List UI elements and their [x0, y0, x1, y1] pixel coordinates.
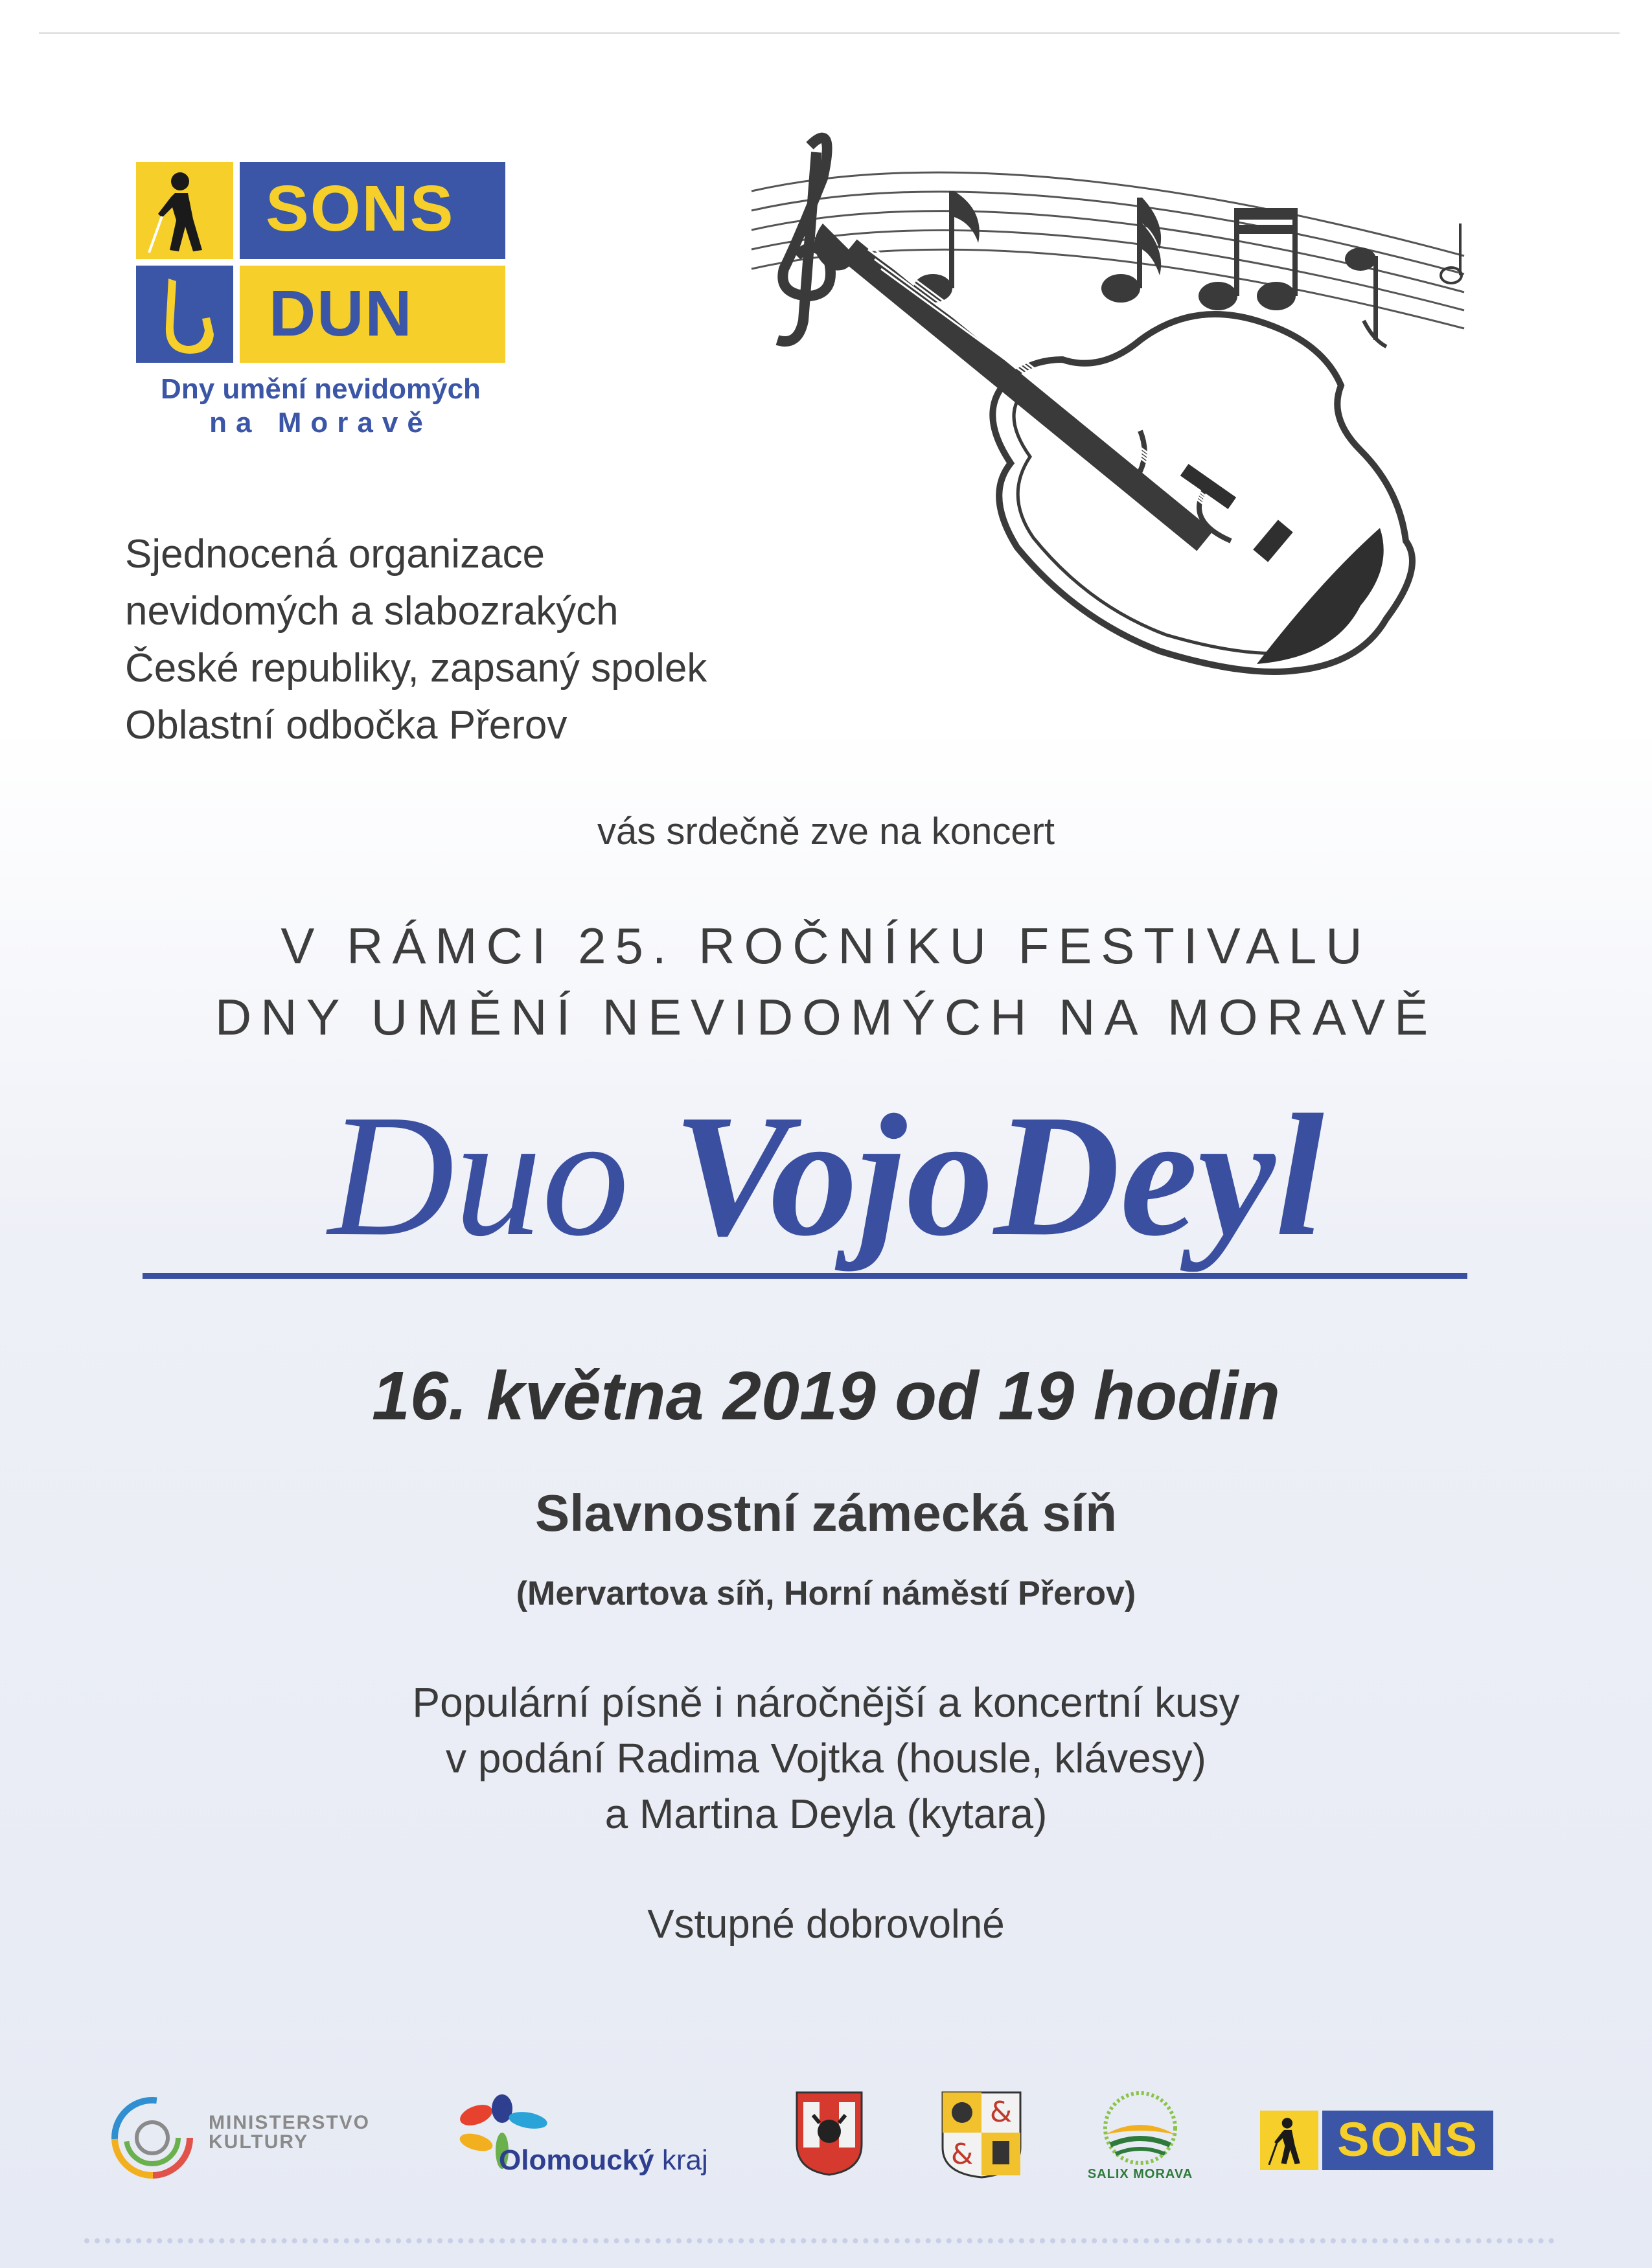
logo-word-sons: SONS: [266, 172, 455, 245]
salix-morava-logo: [1101, 2089, 1179, 2167]
festival-line-1: V RÁMCI 25. ROČNÍKU FESTIVALU: [281, 917, 1371, 974]
sons-footer-logo: [1260, 2111, 1493, 2170]
logo-tagline-2: na Moravě: [209, 407, 432, 439]
ministry-of-culture-logo: [107, 2092, 198, 2183]
blind-person-icon: [143, 167, 227, 255]
sons-dun-logo: [136, 162, 505, 369]
ministry-text: [209, 2113, 370, 2152]
title-prefix: Duo: [328, 1079, 630, 1272]
svg-text:&: &: [989, 2096, 1013, 2129]
organization-line: České republiky, zapsaný spolek: [125, 646, 707, 691]
olomouc-word: Olomoucký: [499, 2144, 654, 2176]
organization-line: nevidomých a slabozrakých: [125, 589, 619, 634]
salix-morava-text: SALIX MORAVA: [1087, 2167, 1193, 2181]
kraj-word: kraj: [654, 2144, 708, 2176]
svg-text:&: &: [950, 2138, 974, 2171]
logo-tagline-1: Dny umění nevidomých: [161, 373, 481, 405]
top-edge-line: [39, 32, 1620, 34]
description-line: v podání Radima Vojtka (housle, klávesy): [446, 1735, 1206, 1781]
violin-music-illustration: [739, 126, 1503, 781]
event-date: 16. května 2019 od 19 hodin: [371, 1358, 1281, 1434]
saxophone-icon: [143, 272, 227, 356]
title-name: VojoDeyl: [672, 1079, 1324, 1272]
sons-footer-word: SONS: [1337, 2113, 1478, 2166]
description-line: a Martina Deyla (kytara): [604, 1791, 1048, 1837]
ministry-line-1: MINISTERSTVO: [209, 2112, 371, 2133]
bottom-dotted-border: [84, 2238, 1555, 2243]
description-line: Populární písně i náročnější a koncertní kusy: [412, 1679, 1240, 1726]
festival-line-2: DNY UMĚNÍ NEVIDOMÝCH NA MORAVĚ: [214, 989, 1438, 1046]
organization-line: Oblastní odbočka Přerov: [125, 703, 568, 748]
entry-fee: Vstupné dobrovolné: [647, 1902, 1005, 1947]
title-underline: [143, 1273, 1467, 1279]
prerov-coat-of-arms-icon: [794, 2089, 865, 2177]
concert-title: [0, 1079, 1652, 1272]
organization-block: [125, 526, 707, 754]
invite-text: vás srdečně zve na koncert: [597, 810, 1055, 853]
town-coat-of-arms-icon: [939, 2089, 1024, 2180]
description-block: [0, 1675, 1652, 1842]
blind-person-small-icon: [1265, 2114, 1314, 2166]
venue-detail: (Mervartova síň, Horní náměstí Přerov): [516, 1575, 1136, 1612]
ministry-line-2: KULTURY: [209, 2131, 308, 2153]
olomouc-region-text: [499, 2144, 708, 2177]
venue-name: Slavnostní zámecká síň: [534, 1484, 1118, 1542]
organization-line: Sjednocená organizace: [125, 532, 545, 577]
logo-word-dun: DUN: [269, 277, 413, 350]
